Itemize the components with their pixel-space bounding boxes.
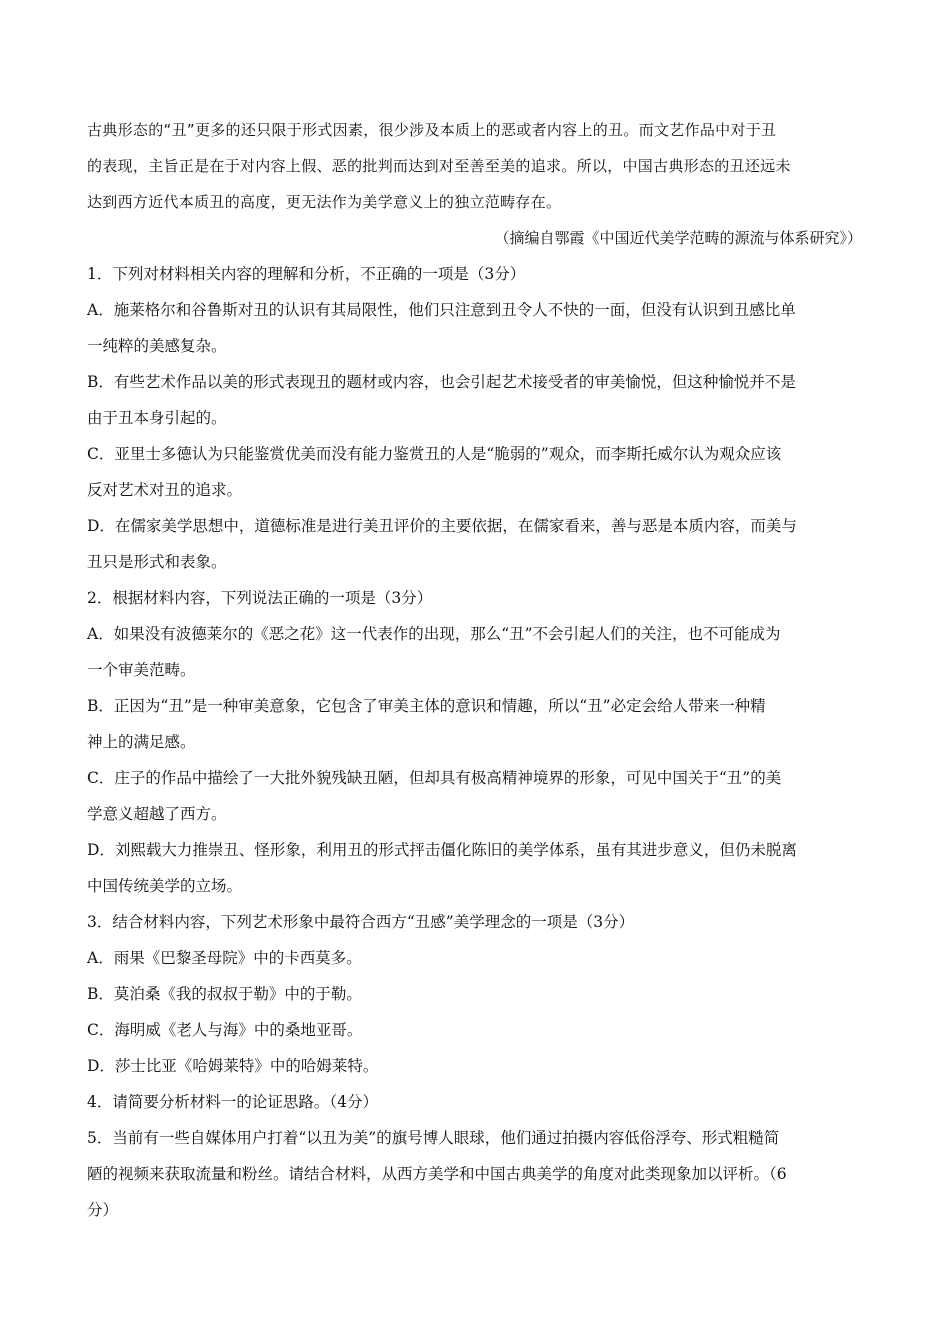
- option-d: [87, 832, 862, 904]
- question-stem: 2．根据材料内容，下列说法正确的一项是（3分）: [87, 589, 433, 607]
- option-text: 一纯粹的美感复杂。: [87, 337, 227, 355]
- option-b: [87, 688, 862, 760]
- passage-line: 的表现，主旨正是在于对内容上假、恶的批判而达到对至善至美的追求。所以，中国古典形态的丑还远未: [87, 157, 791, 175]
- option-a: A．雨果《巴黎圣母院》中的卡西莫多。: [87, 949, 362, 967]
- option-text: 丑只是形式和表象。: [87, 553, 227, 571]
- passage-line: 达到西方近代本质丑的高度，更无法作为美学意义上的独立范畴存在。: [87, 193, 562, 211]
- option-text: 由于丑本身引起的。: [87, 409, 227, 427]
- option-text: 学意义超越了西方。: [87, 805, 227, 823]
- option-text: 神上的满足感。: [87, 733, 196, 751]
- question-stem-line: 陋的视频来获取流量和粉丝。请结合材料，从西方美学和中国古典美学的角度对此类现象加以评析。（6: [87, 1165, 787, 1183]
- option-text: 反对艺术对丑的追求。: [87, 481, 243, 499]
- option-c: [87, 760, 862, 832]
- option-d: [87, 508, 862, 580]
- passage-source: （摘编自鄂霞《中国近代美学范畴的源流与体系研究》）: [494, 229, 862, 247]
- option-b: [87, 364, 862, 436]
- option-text: A．如果没有波德莱尔的《恶之花》这一代表作的出现，那么“丑”不会引起人们的关注，也不可能成为: [87, 625, 781, 643]
- option-b: B．莫泊桑《我的叔叔于勒》中的于勒。: [87, 985, 362, 1003]
- question-stem: 3．结合材料内容，下列艺术形象中最符合西方“丑感”美学理念的一项是（3分）: [87, 913, 635, 931]
- option-text: C．亚里士多德认为只能鉴赏优美而没有能力鉴赏丑的人是“脆弱的”观众，而李斯托威尔认为观众应该: [87, 445, 782, 463]
- option-text: 中国传统美学的立场。: [87, 877, 243, 895]
- question-stem-line: 分）: [87, 1201, 119, 1219]
- question-3: [87, 904, 862, 1084]
- option-text: C．庄子的作品中描绘了一大批外貌残缺丑陋，但却具有极高精神境界的形象，可见中国关于“丑”的美: [87, 769, 782, 787]
- option-c: C．海明威《老人与海》中的桑地亚哥。: [87, 1021, 363, 1039]
- option-text: D．在儒家美学思想中，道德标准是进行美丑评价的主要依据，在儒家看来，善与恶是本质内容，而美与: [87, 517, 797, 535]
- question-stem-line: 5．当前有一些自媒体用户打着“以丑为美”的旗号博人眼球，他们通过拍摄内容低俗浮夸、形式粗糙简: [87, 1129, 780, 1147]
- option-c: [87, 436, 862, 508]
- question-5: [87, 1120, 862, 1228]
- option-text: B．有些艺术作品以美的形式表现丑的题材或内容，也会引起艺术接受者的审美愉悦，但这种愉悦并不是: [87, 373, 796, 391]
- option-text: A．施莱格尔和谷鲁斯对丑的认识有其局限性，他们只注意到丑令人不快的一面，但没有认识到丑感比单: [87, 301, 796, 319]
- option-text: D．刘熙载大力推崇丑、怪形象，利用丑的形式抨击僵化陈旧的美学体系，虽有其进步意义，但仍未脱离: [87, 841, 797, 859]
- question-stem: 1．下列对材料相关内容的理解和分析，不正确的一项是（3分）: [87, 265, 526, 283]
- option-text: B．正因为“丑”是一种审美意象，它包含了审美主体的意识和情趣，所以“丑”必定会给人带来一种精: [87, 697, 766, 715]
- question-1: [87, 256, 862, 580]
- passage-line: 古典形态的“丑”更多的还只限于形式因素，很少涉及本质上的恶或者内容上的丑。而文艺作品中对于丑: [87, 121, 777, 139]
- question-2: [87, 580, 862, 904]
- question-4: [87, 1084, 862, 1120]
- option-a: [87, 292, 862, 364]
- passage: [87, 112, 862, 256]
- page-content: [87, 112, 862, 1228]
- option-a: [87, 616, 862, 688]
- option-d: D．莎士比亚《哈姆莱特》中的哈姆莱特。: [87, 1057, 379, 1075]
- option-text: 一个审美范畴。: [87, 661, 196, 679]
- question-stem: 4．请简要分析材料一的论证思路。（4分）: [87, 1093, 378, 1111]
